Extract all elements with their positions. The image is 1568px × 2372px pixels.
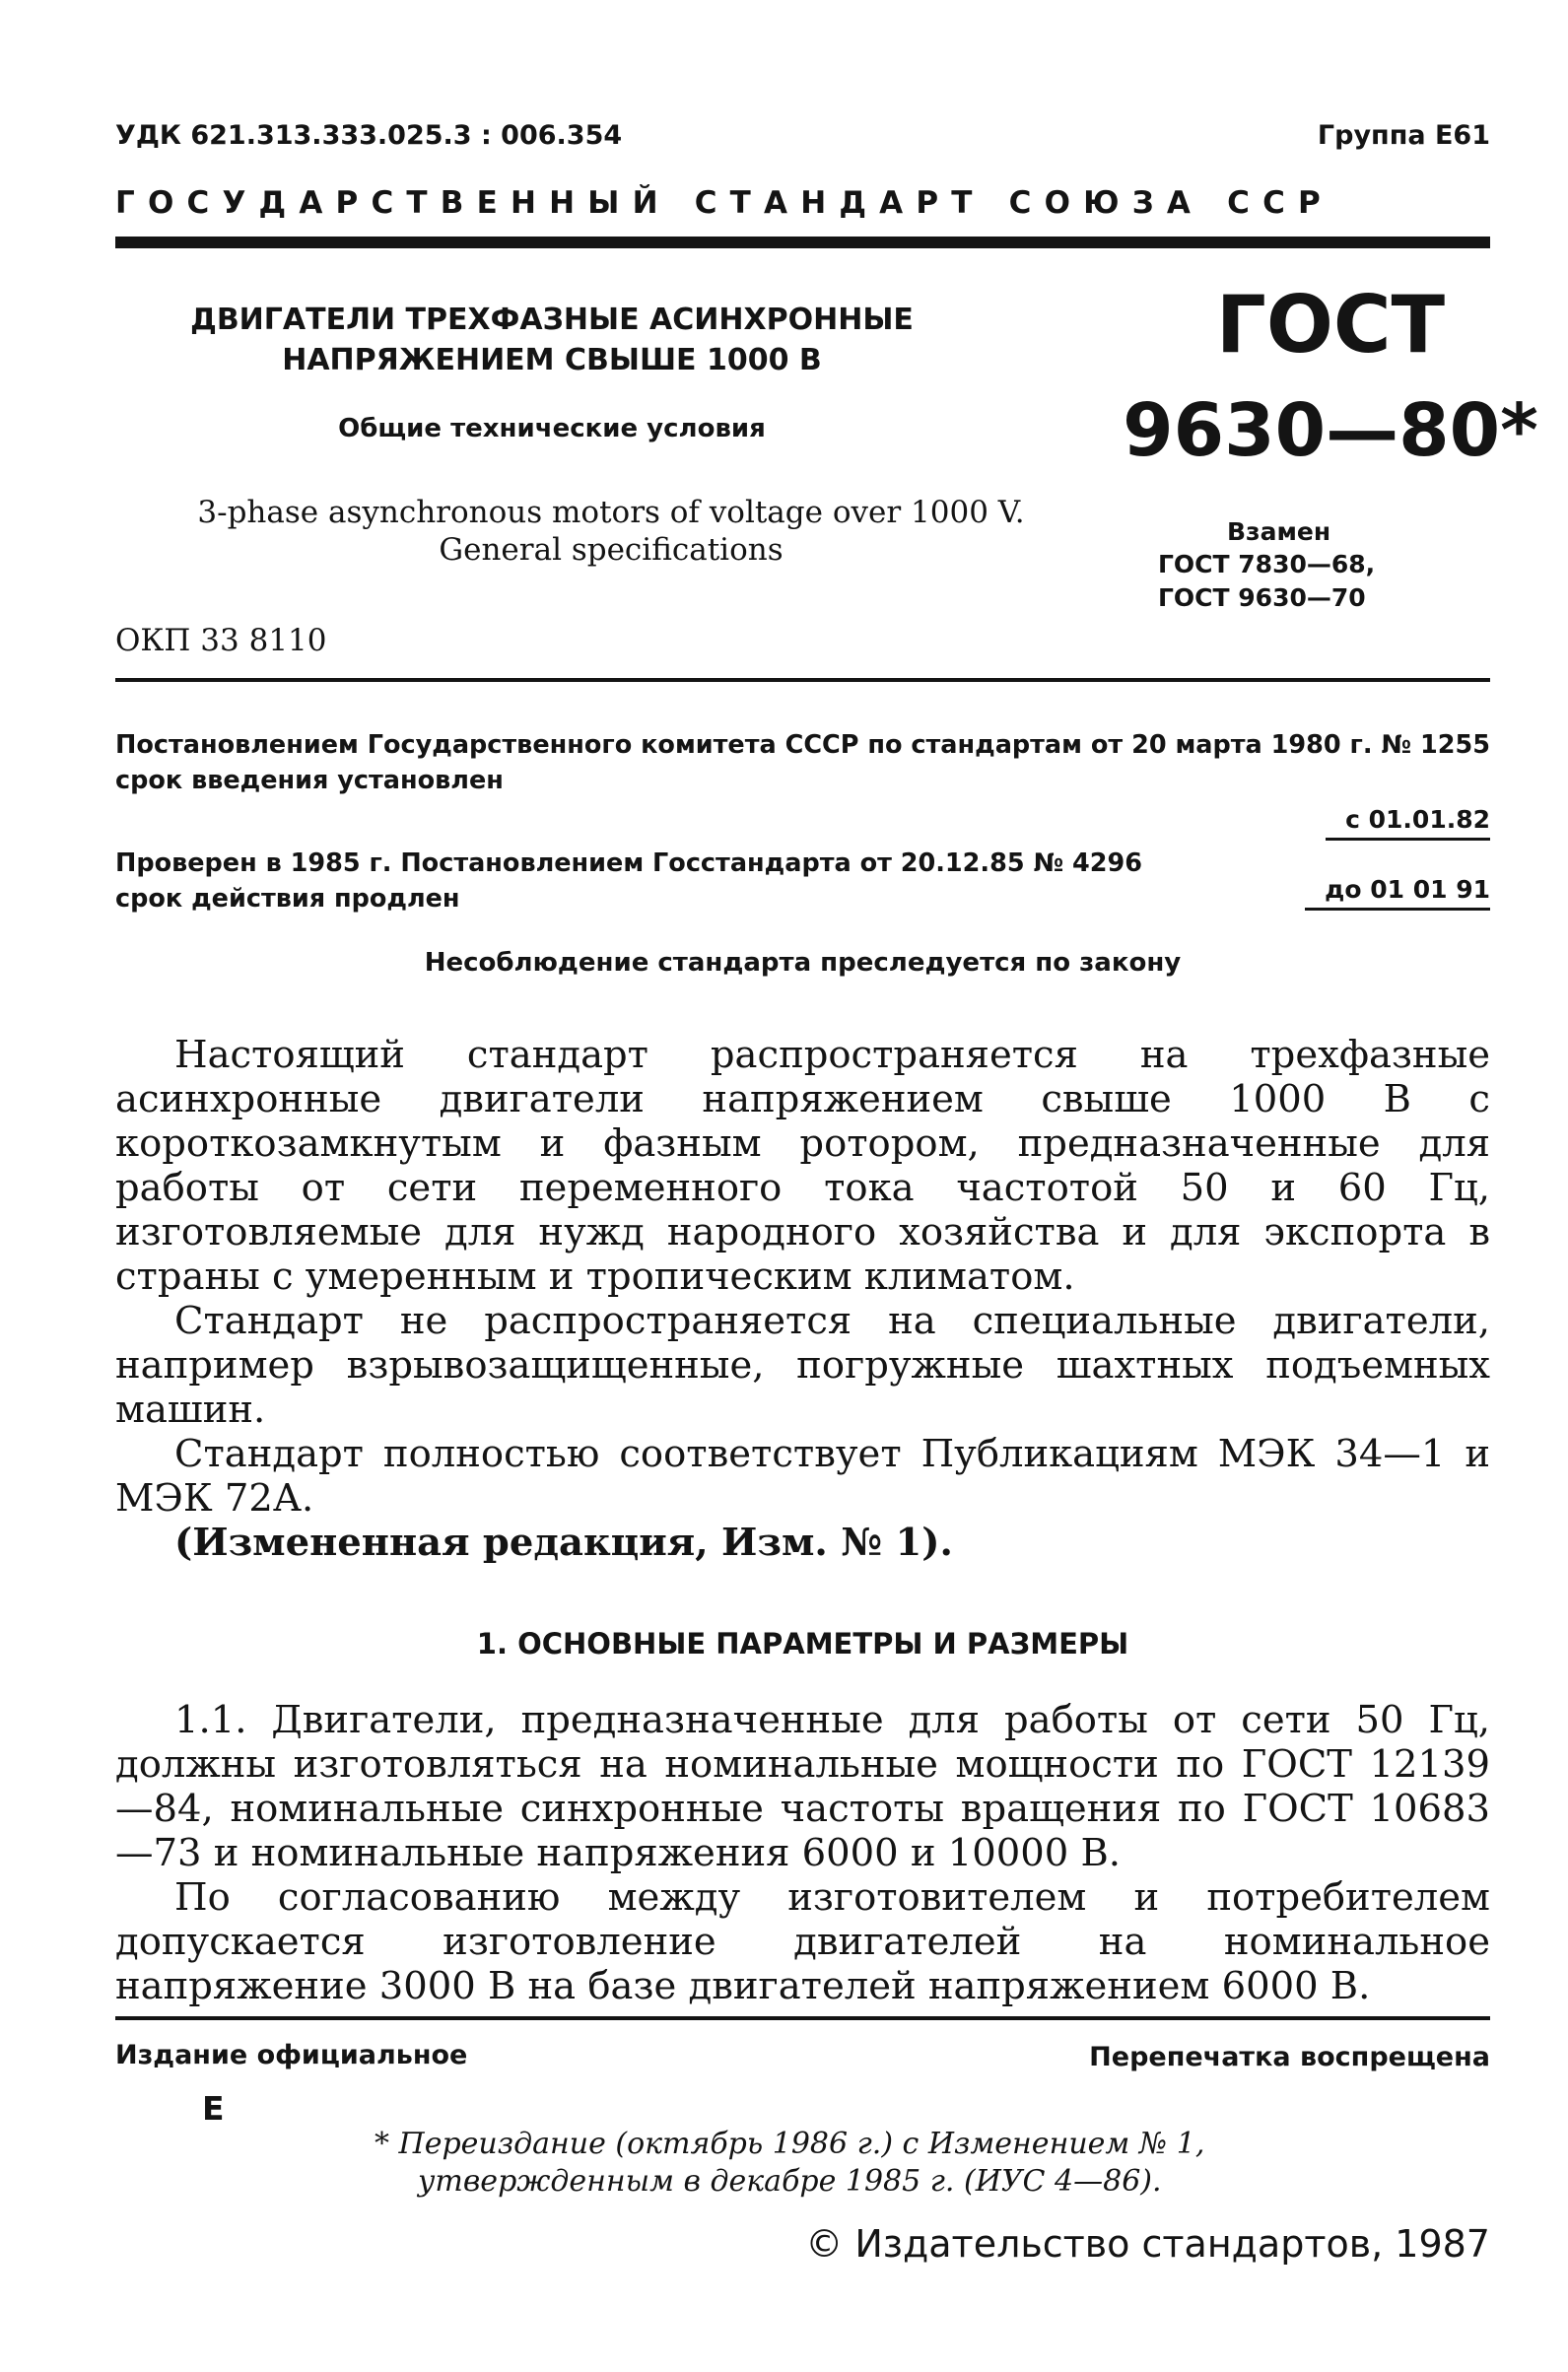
replaces-standard-2: ГОСТ 9630—70 bbox=[1158, 582, 1366, 612]
document-subtitle: Общие технические условия bbox=[338, 414, 766, 443]
edition-letter: Е bbox=[202, 2089, 225, 2128]
reissue-line-1: * Переиздание (октябрь 1986 г.) с Изменением № 1, bbox=[375, 2127, 1205, 2161]
paragraph-agreement: По согласованию между изготовителем и потребителем допускается изготовление двигателей на номинальное напряжение 3000 В на базе двигателей напряжением 6000 В. bbox=[115, 1875, 1490, 2008]
title-divider bbox=[115, 678, 1490, 682]
check-line-2: срок действия продлен bbox=[115, 884, 460, 915]
paragraph-exclusions: Стандарт не распространяется на специальные двигатели, например взрывозащищенные, погружные шахтных подъемных машин. bbox=[115, 1299, 1490, 1432]
decree-text: Постановлением Государственного комитета СССР по стандартам от 20 марта 1980 г. № 1255 срок введения установлен bbox=[115, 730, 1490, 796]
extended-date: до 01 01 91 bbox=[1305, 875, 1490, 911]
gost-number: 9630—80* bbox=[1123, 388, 1538, 473]
document-title bbox=[148, 301, 956, 380]
replaces-standard-1: ГОСТ 7830—68, bbox=[1158, 550, 1376, 579]
standard-banner: ГОСУДАРСТВЕННЫЙ СТАНДАРТ СОЮЗА ССР bbox=[115, 185, 1333, 221]
gost-label: ГОСТ bbox=[1215, 279, 1446, 371]
reprint-notice: Перепечатка воспрещена bbox=[1089, 2042, 1490, 2072]
english-title bbox=[128, 495, 1094, 570]
section-heading: 1. ОСНОВНЫЕ ПАРАМЕТРЫ И РАЗМЕРЫ bbox=[476, 1627, 1129, 1660]
thick-divider bbox=[115, 237, 1490, 248]
english-line-1: 3-phase asynchronous motors of voltage over 1000 V. bbox=[197, 495, 1025, 530]
check-text bbox=[115, 846, 1278, 916]
replaces-block bbox=[1158, 515, 1375, 614]
english-line-2: General specifications bbox=[439, 531, 784, 568]
title-line-1: ДВИГАТЕЛИ ТРЕХФАЗНЫЕ АСИНХРОННЫЕ bbox=[190, 303, 914, 337]
law-notice: Несоблюдение стандарта преследуется по закону bbox=[424, 948, 1182, 978]
effective-date: с 01.01.82 bbox=[1326, 805, 1490, 841]
reissue-note bbox=[375, 2126, 1204, 2200]
paragraph-iec: Стандарт полностью соответствует Публикациям МЭК 34—1 и МЭК 72А. bbox=[115, 1432, 1490, 1521]
footer-divider bbox=[115, 2016, 1490, 2020]
amendment-note bbox=[115, 1521, 1490, 1565]
paragraph-scope: Настоящий стандарт распространяется на трехфазные асинхронные двигатели напряжением свыше 1000 В с короткозамкнутым и фазным ротором, предназначенные для работы от сети переменного тока частотой 50 и 60 Гц, изготовляемые для нужд народного хозяйства и для экспорта в страны с умеренным и тропическим климатом. bbox=[115, 1033, 1490, 1299]
reissue-line-2: утвержденным в декабре 1985 г. (ИУС 4—86). bbox=[418, 2163, 1162, 2199]
replaces-label: Взамен bbox=[1227, 517, 1331, 546]
official-edition: Издание официальное bbox=[115, 2040, 468, 2070]
amendment-text: (Измененная редакция, Изм. № 1). bbox=[174, 1521, 953, 1565]
okp-code: ОКП 33 8110 bbox=[115, 623, 327, 658]
title-line-2: НАПРЯЖЕНИЕМ СВЫШЕ 1000 В bbox=[282, 342, 822, 377]
group-code: Группа Е61 bbox=[1317, 120, 1490, 151]
check-line-1: Проверен в 1985 г. Постановлением Госстандарта от 20.12.85 № 4296 bbox=[115, 848, 1142, 878]
copyright: © Издательство стандартов, 1987 bbox=[805, 2222, 1490, 2266]
paragraph-1-1: 1.1. Двигатели, предназначенные для работы от сети 50 Гц, должны изготовляться на номинальные мощности по ГОСТ 12139—84, номинальные синхронные частоты вращения по ГОСТ 10683—73 и номинальные напряжения 6000 и 10000 В. bbox=[115, 1698, 1490, 1875]
udk-code: УДК 621.313.333.025.3 : 006.354 bbox=[115, 120, 623, 151]
